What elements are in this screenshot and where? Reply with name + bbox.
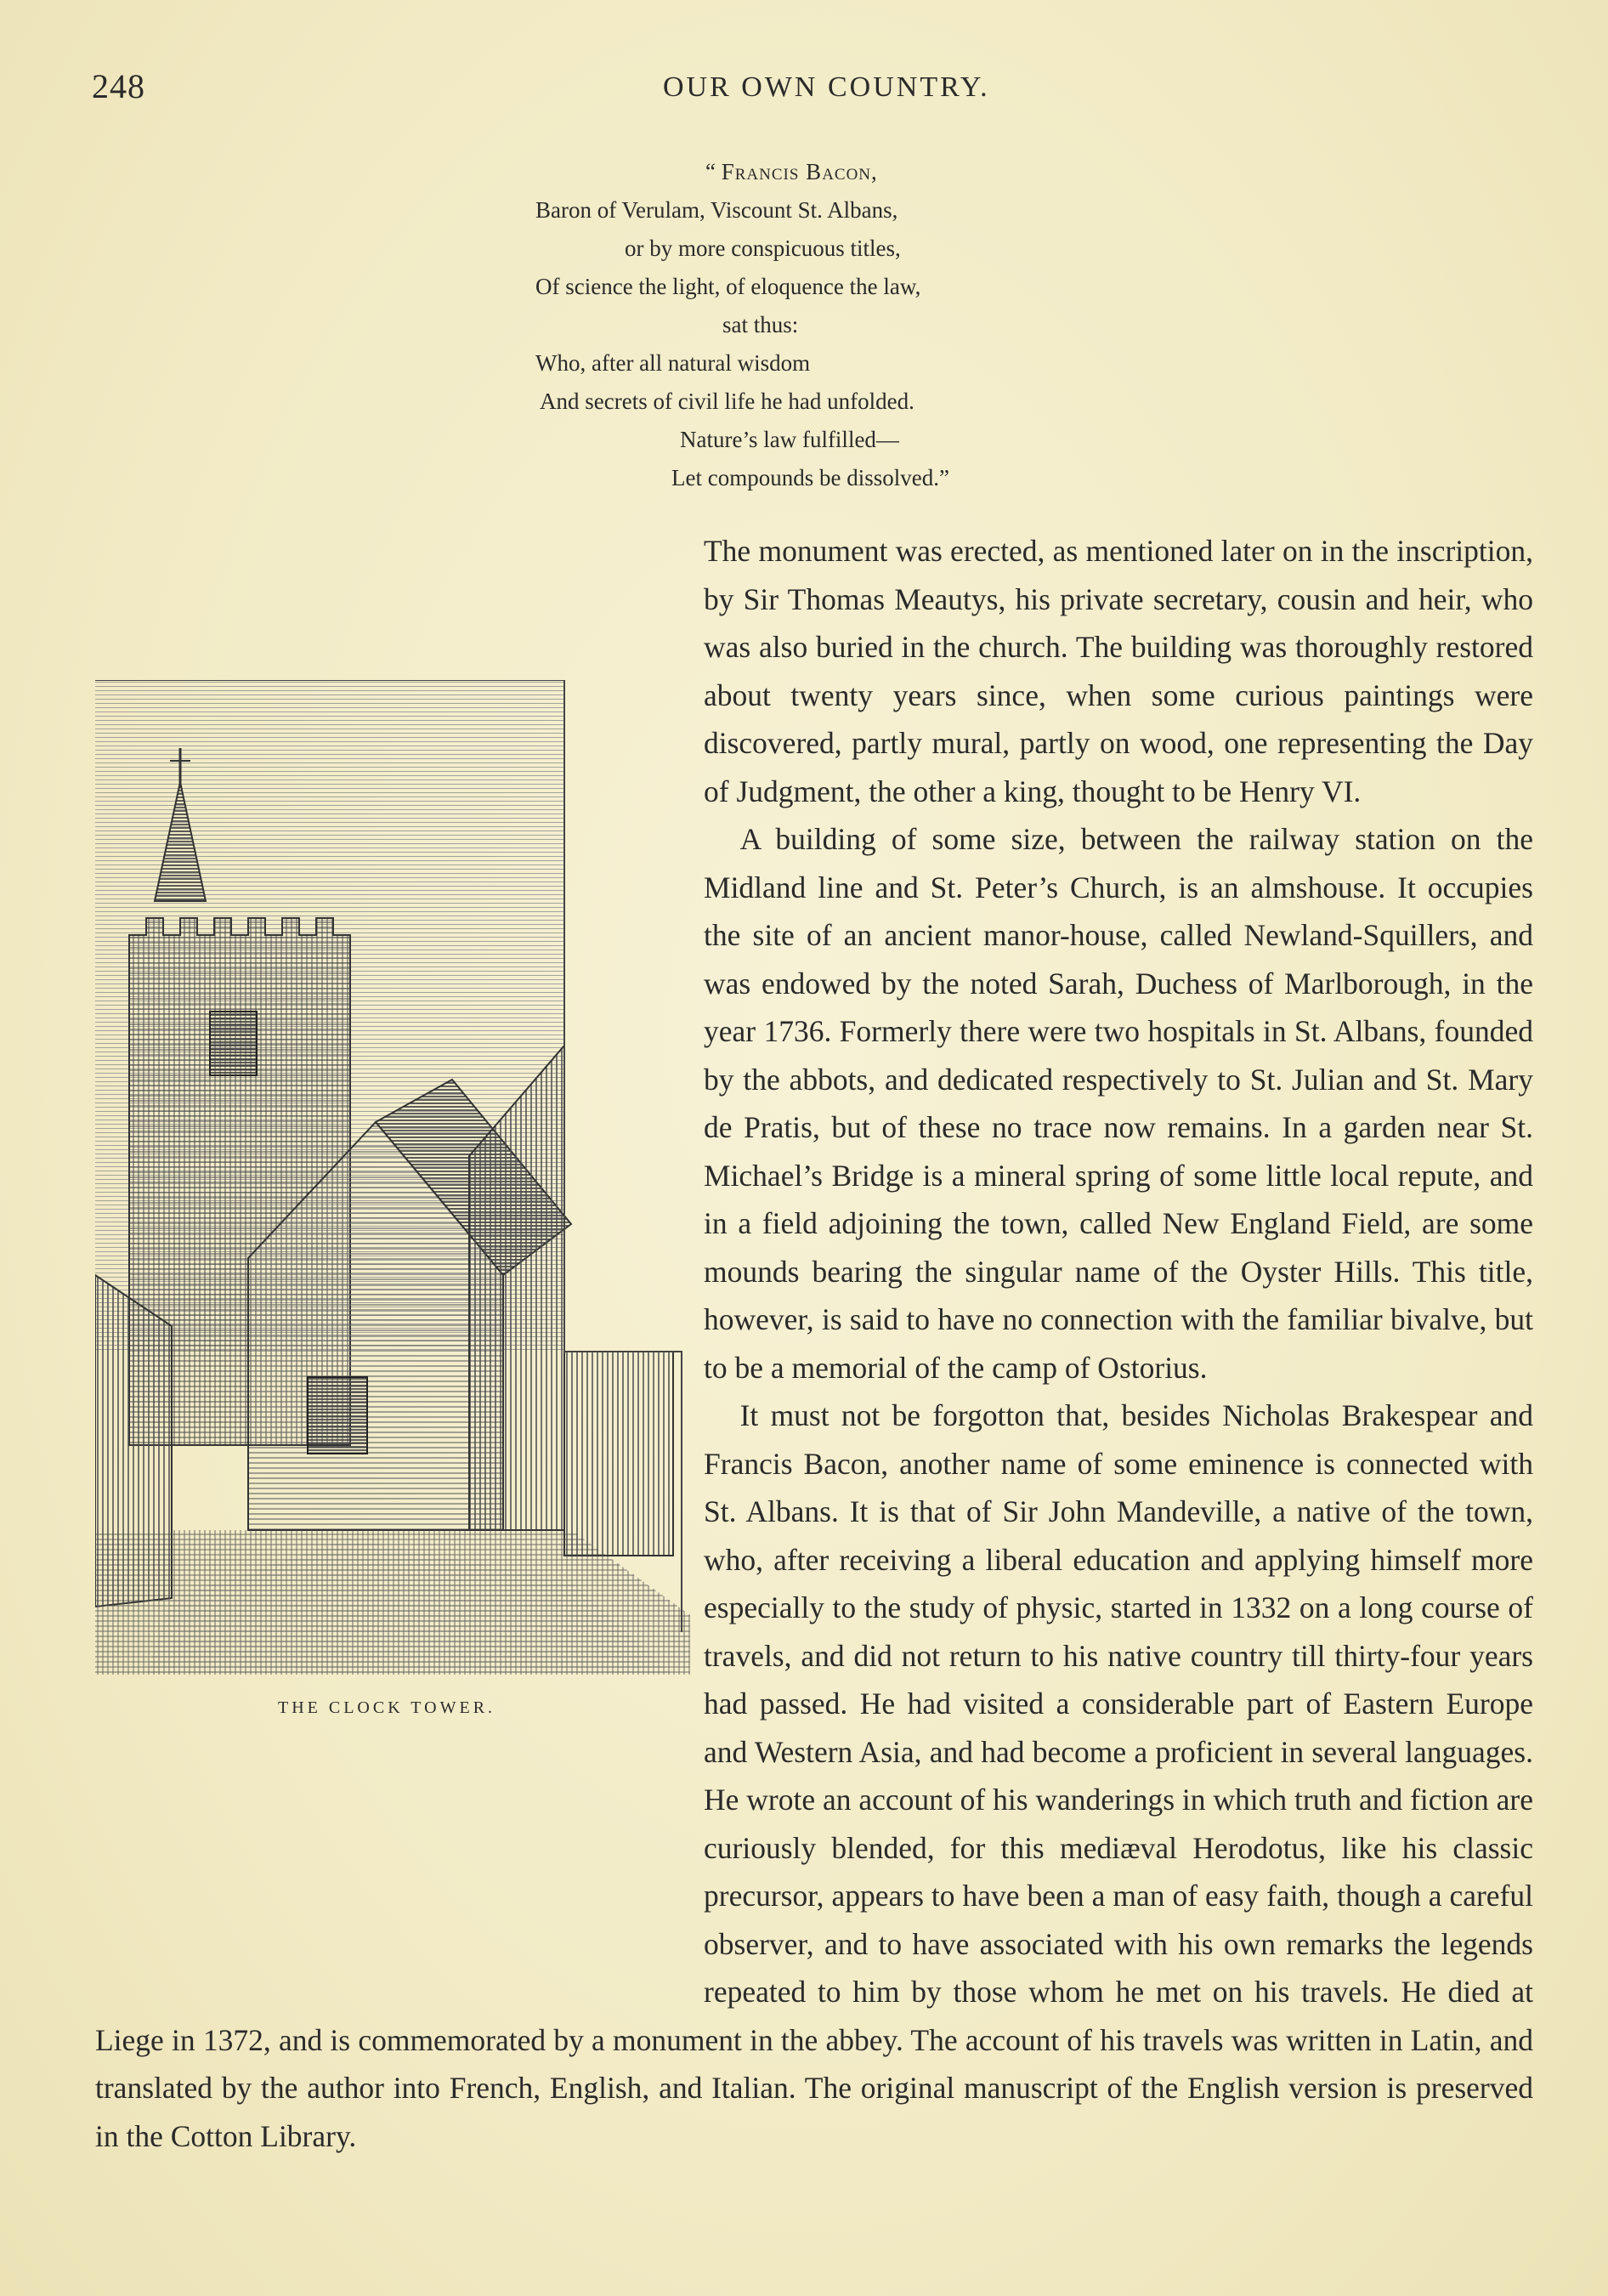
inscription-line: sat thus: <box>722 312 799 337</box>
inscription-open-quote: “ <box>705 159 722 184</box>
inscription-name: Francis Bacon, <box>721 159 878 184</box>
page-number: 248 <box>92 67 145 105</box>
figure-wrap-spacer <box>95 668 690 2011</box>
bacon-inscription <box>510 153 1122 497</box>
inscription-line: Of science the light, of eloquence the law, <box>535 274 921 299</box>
figure-caption: THE CLOCK TOWER. <box>278 1698 496 1717</box>
inscription-line: Baron of Verulam, Viscount St. Albans, <box>535 197 898 223</box>
inscription-line: Who, after all natural wisdom <box>535 350 811 376</box>
inscription-line <box>705 153 1122 191</box>
running-title: OUR OWN COUNTRY. <box>663 71 990 103</box>
paragraph: A building of some size, between the railway station on the Midland line and St. Peter’s Church, is an almshouse. It occupies the site of an ancient manor-house, called Newland-Squillers, and was endowed by the noted Sarah, Duchess of Marlborough, in the year 1736. Formerly there were two hospitals in St. Albans, founded by the abbots, and dedicated respectively to St. Julian and St. Mary de Pratis, but of these no trace now remains. In a garden near St. Michael’s Bridge is a mineral spring of some little local repute, and in a field adjoining the town, called New England Field, are some mounds bearing the singular name of the Oyster Hills. This title, however, is said to have no connection with the familiar bivalve, but to be a memorial of the camp of Ostorius. <box>704 822 1533 1385</box>
inscription-line: Nature’s law fulfilled— <box>680 427 899 452</box>
inscription-line: Let compounds be dissolved.” <box>671 465 949 490</box>
page-header <box>0 66 1608 117</box>
article-body <box>95 527 1533 2160</box>
paragraph: It must not be forgotton that, besides Nicholas Brakespear and Francis Bacon, another name of some eminence is connected with St. Albans. It is that of Sir John Mandeville, a native of the town, who, after receiving a liberal education and applying himself more especially to the study of physic, started in 1332 on a long course of travels, and did not return to his native country till thirty-four years had passed. He had visited a considerable part of Eastern Europe and Western Asia, and had become a proficient in several languages. He wrote an account of his wanderings in which truth and fiction are curiously blended, for this mediæval Herodotus, like his classic precursor, appears to have been a man of easy faith, though a careful observer, and to have associated with his own remarks the legends repeated to him by those whom he met on his travels. He died at Liege in 1372, and is commemorated by a monument in the abbey. The account of his travels was written in Latin, and translated by the author into French, English, and Italian. The original manuscript of the English version is preserved in the Cotton Library. <box>95 1398 1533 2153</box>
inscription-line: And secrets of civil life he had unfolded. <box>540 388 914 414</box>
inscription-line: or by more conspicuous titles, <box>625 235 901 261</box>
paragraph: The monument was erected, as mentioned later on in the inscription, by Sir Thomas Meautys, his private secretary, cousin and heir, who was also buried in the church. The building was thoroughly restored about twenty years since, when some curious paintings were discovered, partly mural, partly on wood, one representing the Day of Judgment, the other a king, thought to be Henry VI. <box>704 534 1533 808</box>
